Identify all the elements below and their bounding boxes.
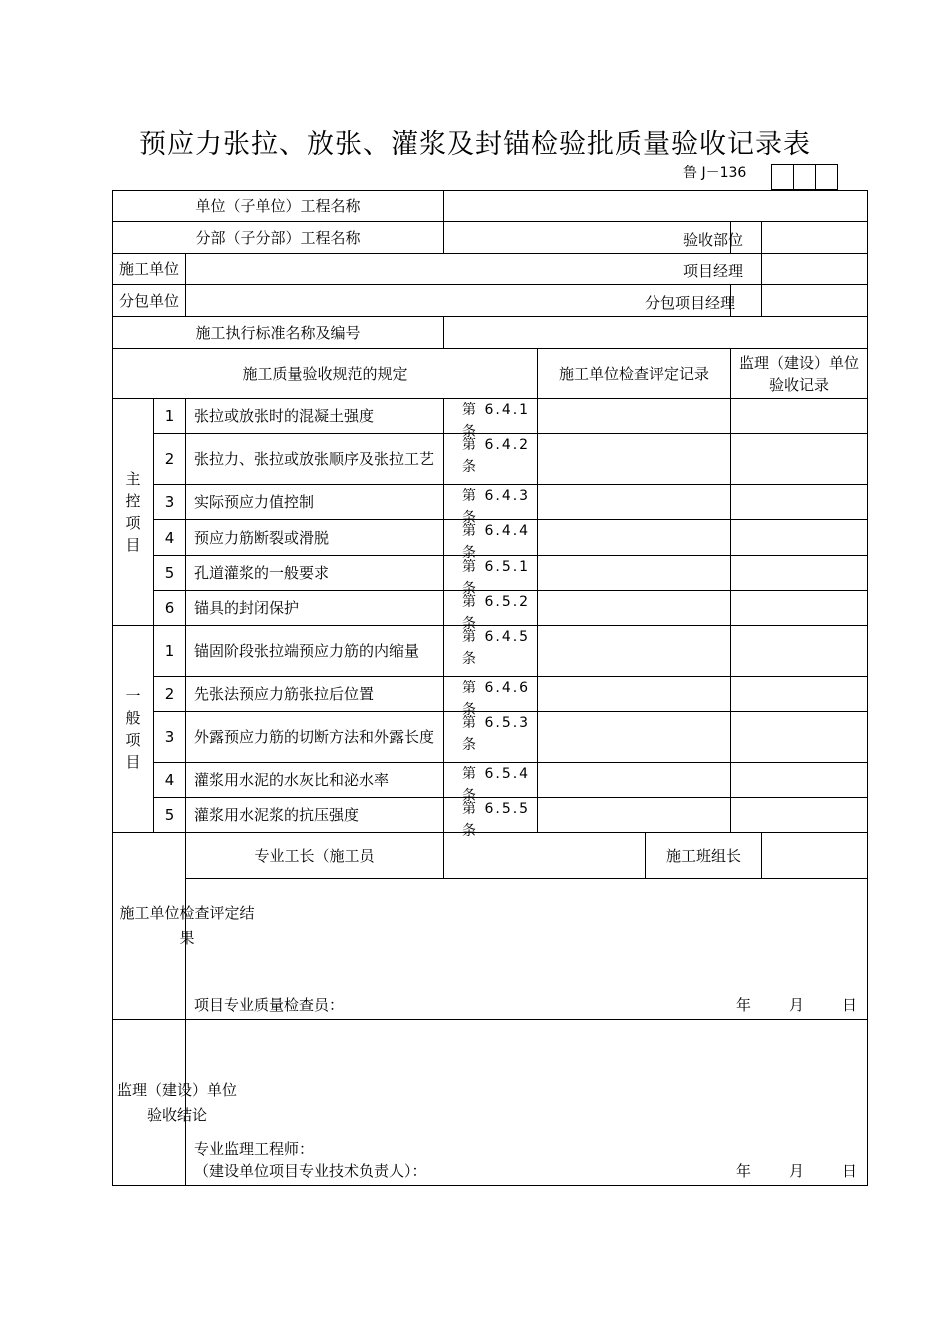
supervision-conclusion-text: 监理（建设）单位验收结论	[117, 1080, 238, 1124]
item-text: 孔道灌浆的一般要求	[186, 556, 444, 591]
unit-project-name-value[interactable]	[444, 191, 868, 222]
item-number: 6	[154, 591, 186, 626]
item-clause	[444, 520, 538, 561]
item-clause	[444, 485, 538, 526]
clause-text: 第 6.4.3 条	[462, 488, 531, 526]
construction-unit-value[interactable]	[186, 254, 762, 285]
item-text: 外露预应力筋的切断方法和外露长度	[186, 712, 444, 763]
supervision-record-cell[interactable]	[731, 399, 868, 434]
main-items-group	[113, 399, 868, 632]
number-box[interactable]	[816, 165, 838, 190]
subcontract-unit-label: 分包单位	[113, 285, 186, 317]
table-row	[113, 434, 868, 485]
item-clause	[444, 434, 538, 485]
unit-project-name-label: 单位（子单位）工程名称	[113, 191, 444, 222]
clause-text: 第 6.5.1 条	[462, 559, 531, 597]
item-clause	[444, 677, 538, 718]
table-row	[113, 712, 868, 763]
item-text: 先张法预应力筋张拉后位置	[186, 677, 444, 712]
table-row	[113, 556, 868, 591]
supervision-record-cell[interactable]	[731, 434, 868, 485]
check-result-label	[113, 833, 255, 1020]
supervision-conclusion-area[interactable]	[186, 1020, 868, 1186]
form-code: 鲁 J－136	[683, 165, 747, 181]
table-row	[113, 520, 868, 556]
construction-unit-label: 施工单位	[113, 254, 186, 285]
table-row	[113, 626, 868, 677]
sub-project-name-label: 分部（子分部）工程名称	[113, 222, 444, 254]
project-manager-value[interactable]	[762, 254, 868, 285]
item-number: 3	[154, 485, 186, 520]
item-number: 5	[154, 798, 186, 833]
item-clause	[444, 712, 538, 763]
clause-text: 第 6.5.3 条	[462, 715, 531, 753]
standard-value[interactable]	[444, 317, 868, 349]
form-number-boxes	[771, 164, 838, 190]
item-text: 灌浆用水泥浆的抗压强度	[186, 798, 444, 833]
item-number: 4	[154, 763, 186, 798]
supervision-record-cell[interactable]	[731, 626, 868, 677]
check-record-cell[interactable]	[538, 591, 731, 626]
supervision-record-cell[interactable]	[731, 591, 868, 626]
clause-text: 第 6.4.2 条	[462, 437, 531, 475]
item-number: 1	[154, 626, 186, 677]
item-text: 实际预应力值控制	[186, 485, 444, 520]
supervision-conclusion-label	[113, 1020, 238, 1186]
date-fields	[698, 994, 857, 1016]
item-text: 张拉力、张拉或放张顺序及张拉工艺	[186, 434, 444, 485]
table-row	[113, 677, 868, 712]
group-label: 一 般 项 目	[113, 626, 154, 833]
standard-label: 施工执行标准名称及编号	[113, 317, 444, 349]
item-clause	[444, 763, 538, 804]
clause-text: 第 6.4.4 条	[462, 523, 531, 561]
year-label: 年	[735, 1162, 751, 1180]
item-number: 2	[154, 677, 186, 712]
supervision-record-cell[interactable]	[731, 485, 868, 520]
check-record-cell[interactable]	[538, 434, 731, 485]
item-number: 1	[154, 399, 186, 434]
foreman-label: 专业工长（施工员	[186, 833, 444, 879]
table-row	[113, 485, 868, 520]
check-record-cell[interactable]	[538, 677, 731, 712]
subcontract-manager-label	[731, 285, 762, 317]
table-row	[113, 798, 868, 833]
clause-text: 第 6.5.2 条	[462, 594, 531, 632]
item-text: 张拉或放张时的混凝土强度	[186, 399, 444, 434]
item-text: 预应力筋断裂或滑脱	[186, 520, 444, 556]
month-label: 月	[789, 1162, 805, 1180]
supervision-record-cell[interactable]	[731, 763, 868, 798]
item-number: 4	[154, 520, 186, 556]
item-clause	[444, 626, 538, 677]
check-record-cell[interactable]	[538, 763, 731, 798]
clause-text: 第 6.4.5 条	[462, 629, 531, 667]
project-manager-text: 项目经理	[683, 262, 744, 280]
subcontract-manager-text: 分包项目经理	[645, 294, 736, 312]
item-number: 3	[154, 712, 186, 763]
check-result-text: 施工单位检查评定结果	[119, 904, 255, 947]
supervision-header: 监理（建设）单位验收记录	[731, 349, 868, 399]
check-record-cell[interactable]	[538, 798, 731, 833]
day-label: 日	[842, 1162, 858, 1180]
check-record-cell[interactable]	[538, 520, 731, 556]
owner-rep-label: （建设单位项目专业技术负责人）：	[194, 1162, 427, 1180]
number-box[interactable]	[794, 165, 816, 190]
item-clause	[444, 798, 538, 839]
engineer-label: 专业监理工程师：	[194, 1140, 315, 1158]
check-header: 施工单位检查评定记录	[538, 349, 731, 399]
acceptance-table	[112, 190, 868, 1186]
date-fields	[698, 1160, 857, 1182]
clause-text: 第 6.5.4 条	[462, 766, 531, 804]
supervision-record-cell[interactable]	[731, 798, 868, 833]
check-record-cell[interactable]	[538, 556, 731, 591]
group-label: 主 控 项 目	[113, 399, 154, 626]
spec-header: 施工质量验收规范的规定	[113, 349, 538, 399]
check-record-cell[interactable]	[538, 399, 731, 434]
supervision-record-cell[interactable]	[731, 712, 868, 763]
year-label: 年	[735, 996, 751, 1014]
item-text: 灌浆用水泥的水灰比和泌水率	[186, 763, 444, 798]
acceptance-part-text: 验收部位	[683, 231, 744, 249]
team-leader-label: 施工班组长	[646, 833, 762, 879]
clause-text: 第 6.5.5 条	[462, 801, 531, 839]
month-label: 月	[789, 996, 805, 1014]
check-record-cell[interactable]	[538, 485, 731, 520]
check-record-cell[interactable]	[538, 712, 731, 763]
team-leader-value[interactable]	[762, 833, 868, 879]
supervision-record-cell[interactable]	[731, 677, 868, 712]
check-result-area[interactable]	[186, 879, 868, 1020]
item-number: 2	[154, 434, 186, 485]
item-text: 锚固阶段张拉端预应力筋的内缩量	[186, 626, 444, 677]
check-record-cell[interactable]	[538, 626, 731, 677]
general-items-group	[113, 626, 868, 839]
acceptance-part-value[interactable]	[762, 222, 868, 254]
table-row	[113, 399, 868, 434]
item-clause	[444, 399, 538, 440]
supervision-record-cell[interactable]	[731, 520, 868, 556]
supervision-record-cell[interactable]	[731, 556, 868, 591]
clause-text: 第 6.4.1 条	[462, 402, 531, 440]
item-clause	[444, 556, 538, 597]
clause-text: 第 6.4.6 条	[462, 680, 531, 718]
number-box[interactable]	[772, 165, 794, 190]
table-row	[113, 591, 868, 626]
subcontract-manager-value[interactable]	[762, 285, 868, 317]
item-number: 5	[154, 556, 186, 591]
item-clause	[444, 591, 538, 632]
page-title: 预应力张拉、放张、灌浆及封锚检验批质量验收记录表	[139, 129, 811, 160]
item-text: 锚具的封闭保护	[186, 591, 444, 626]
table-row	[113, 763, 868, 798]
inspector-label: 项目专业质量检查员：	[194, 996, 345, 1014]
day-label: 日	[842, 996, 858, 1014]
